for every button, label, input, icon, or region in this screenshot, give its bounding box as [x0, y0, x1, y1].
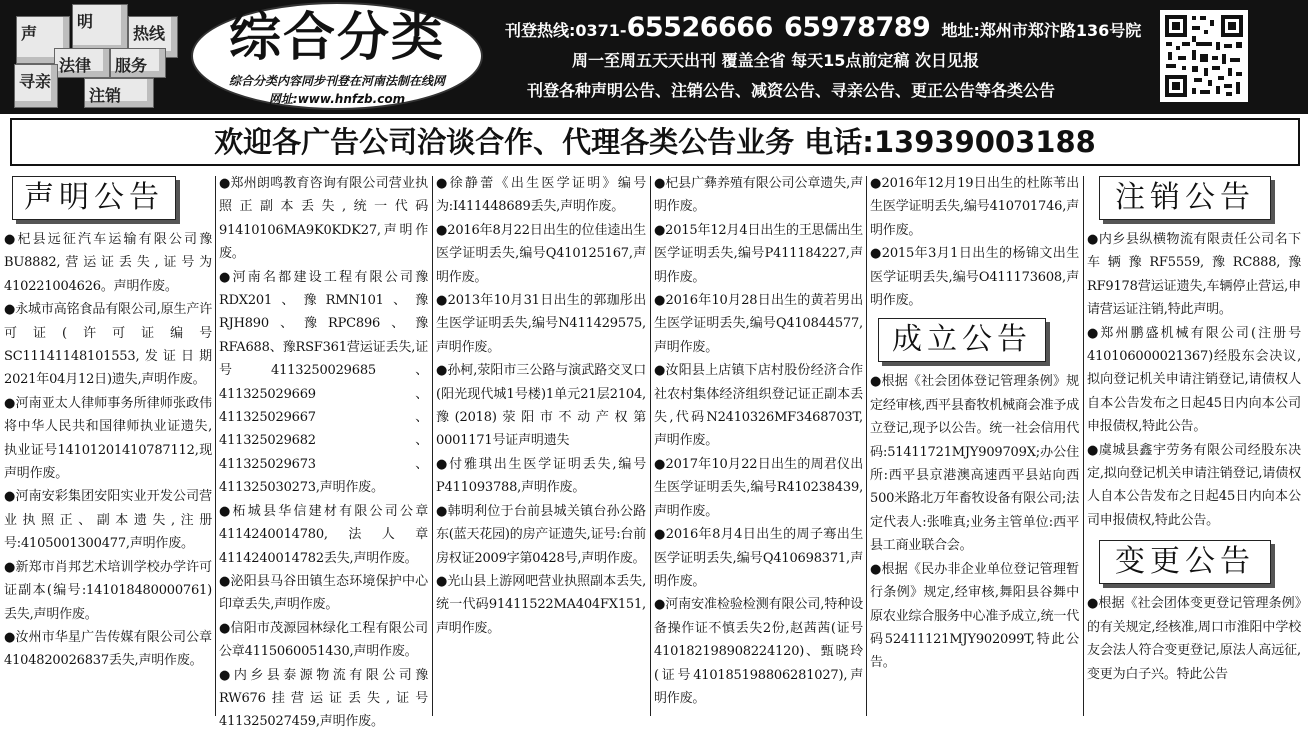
notice-item: ●孙柯,荥阳市三公路与演武路交叉口(阳光现代城1号楼)1单元21层2104,豫(2018)荥阳市不动产权第0001171号证声明遗失	[436, 363, 646, 449]
notice-item: ●2017年10月22日出生的周君仪出生医学证明丢失,编号R410238439,声明作废。	[654, 456, 863, 519]
notice-item: ●新郑市肖邦艺术培训学校办学许可证副本(编号:141018480000761)丢失,声明作废。	[4, 559, 212, 622]
notice-item: ●根据《社会团体登记管理条例》规定经审核,西平县畜牧机械商会准予成立登记,现予以公告。统一社会信用代码:51411721MJY909709X;办公住所:西平县京港澳高速西平县站向西500米路北万年畜牧设备有限公司;法定代表人:张唯真;业务主管单位:西平县工商业联合会。	[870, 374, 1079, 554]
notice-item: ●2015年12月4日出生的王思儒出生医学证明丢失,编号P411184227,声明作废。	[654, 222, 863, 285]
cube-word: 法律	[59, 56, 92, 75]
notice-item: ●2013年10月31日出生的郭珈彤出生医学证明丢失,编号N411429575,声明作废。	[436, 293, 646, 355]
column-5	[870, 172, 1079, 716]
notice-item: ●永城市高铭食品有限公司,原生产许可证(许可证编号SC11141148101553,发证日期2021年04月12日)遗失,声明作废。	[4, 302, 212, 388]
notice-item: ●河南安彩集团安阳实业开发公司营业执照正、副本遗失,注册号:4105001300477,声明作废。	[4, 489, 212, 552]
section-heading-statement: 声明公告	[12, 176, 176, 220]
notice-item: ●河南安准检验检测有限公司,特种设备操作证不慎丢失2份,赵茜茜(证号410182198908224120)、甄晓玲(证号410185198806281027),声明作废。	[654, 597, 863, 706]
cube-word: 明	[77, 12, 94, 31]
notice-item: ●杞县远征汽车运输有限公司豫BU8882,营运证丢失,证号为410221004626。声明作废。	[4, 232, 212, 294]
notice-item: ●杞县广彝养殖有限公司公章遗失,声明作废。	[654, 176, 863, 215]
notice-item: ●2015年3月1日出生的杨锦文出生医学证明丢失,编号O411173608,声明作废。	[870, 246, 1079, 309]
notice-item: ●汝州市华星广告传媒有限公司公章4104820026837丢失,声明作废。	[4, 629, 212, 669]
column-2	[219, 172, 428, 730]
notice-item: ●信阳市茂源园林绿化工程有限公司公章4115060051430,声明作废。	[219, 620, 428, 660]
hotline-number-1: 65526666	[626, 12, 773, 43]
notice-item: ●根据《民办非企业单位登记管理暂行条例》规定,经审核,舞阳县谷舞中原农业综合服务中心准予成立,统一代码52411121MJY902099T,特此公告。	[870, 561, 1079, 671]
notice-item: ●根据《社会团体变更登记管理条例》的有关规定,经核准,周口市淮阳中学校友会法人符合变更登记,原法人高远征,变更为白子兴。特此公告	[1087, 596, 1301, 682]
brand-subtitle: 综合分类内容同步刊登在河南法制在线网	[228, 74, 445, 88]
hotline-line	[505, 10, 1141, 49]
cube-word: 声	[21, 24, 38, 43]
notice-item: ●2016年8月4日出生的周子骞出生医学证明丢失,编号Q410698371,声明作废。	[654, 527, 863, 589]
notice-item: ●郑州朗鸣教育咨询有限公司营业执照正副本丢失,统一代码91410106MA9K0KDK27,声明作废。	[219, 176, 428, 262]
qr-code-graphic	[1162, 12, 1246, 100]
classified-content	[0, 172, 1308, 730]
column-1	[4, 172, 212, 716]
notice-item: ●虞城县鑫宇劳务有限公司经股东决定,拟向登记机关申请注销登记,请债权人自本公告发布之日起45日内向本公司申报债权,特此公告。	[1087, 442, 1301, 528]
notice-item: ●郑州鹏盛机械有限公司(注册号410106000021367)经股东会决议,拟向登记机关申请注销登记,请债权人自本公告发布之日起45日内向本公司申报债权,特此公告。	[1087, 325, 1301, 435]
service-cubes-logo	[14, 2, 190, 110]
qr-code-icon	[1160, 10, 1248, 102]
column-6	[1087, 172, 1301, 716]
cube-word: 寻亲	[19, 72, 52, 91]
notice-item: ●光山县上游网吧营业执照副本丢失,统一代码91411522MA404FX151,声明作废。	[436, 573, 646, 636]
notice-item: ●徐静蕾《出生医学证明》编号为:I411448689丢失,声明作废。	[436, 176, 646, 215]
notice-item: ●柘城县华信建材有限公司公章4114240014780,法人章4114240014782丢失,声明作废。	[219, 503, 428, 566]
notice-item: ●付雅琪出生医学证明丢失,编号P411093788,声明作废。	[436, 456, 646, 496]
cube-word: 服务	[115, 56, 148, 75]
cube-word: 注销	[89, 86, 122, 105]
notice-item: ●河南亚太人律师事务所律师张政伟将中华人民共和国律师执业证遗失,执业证号14101201410787112,现声明作废。	[4, 395, 212, 482]
brand-oval	[191, 2, 483, 110]
brand-title: 综合分类	[228, 7, 445, 68]
address: 地址:郑州市郑汴路136号院	[941, 21, 1142, 40]
notice-item: ●河南名都建设工程有限公司豫RDX201、豫RMN101、豫RJH890、豫RPC896、豫RFA688、豫RSF361营运证丢失,证号4113250029685、411325029669、411325029667、411325029682、411325029673、411325030273,声明作废。	[219, 269, 428, 496]
newspaper-header	[0, 0, 1308, 114]
notice-item: ●2016年10月28日出生的黄若男出生医学证明丢失,编号Q410844577,声明作废。	[654, 293, 863, 355]
cube-word: 热线	[133, 24, 166, 43]
notice-item: ●汝阳县上店镇下店村股份经济合作社农村集体经济组织登记证正副本丢失,代码N2410326MF3468703T,声明作废。	[654, 363, 863, 449]
brand-website: 网址:www.hnfzb.com	[268, 92, 406, 106]
section-heading-establishment: 成立公告	[878, 318, 1046, 362]
services-line: 刊登各种声明公告、注销公告、减资公告、寻亲公告、更正公告等各类公告	[527, 81, 1056, 100]
column-3	[436, 172, 646, 716]
notice-item: ●2016年12月19日出生的杜陈苇出生医学证明丢失,编号410701746,声明作废。	[870, 176, 1079, 238]
notice-item: ●内乡县泰源物流有限公司豫RW676挂营运证丢失,证号411325027459,声明作废。	[219, 667, 428, 730]
notice-item: ●内乡县纵横物流有限责任公司名下车辆豫RF5559,豫RC888,豫RF9178营运证遗失,车辆停止营运,申请营运证注销,特此声明。	[1087, 232, 1301, 318]
section-heading-cancellation: 注销公告	[1099, 176, 1271, 220]
schedule-line: 周一至周五天天出刊 覆盖全省 每天15点前定稿 次日见报	[572, 51, 979, 70]
notice-item: ●泌阳县马谷田镇生态环境保护中心印章丢失,声明作废。	[219, 573, 428, 613]
column-4	[654, 172, 863, 716]
cooperation-banner: 欢迎各广告公司洽谈合作、代理各类公告业务 电话:13939003188	[10, 118, 1300, 166]
notice-item: ●2016年8月22日出生的位佳逵出生医学证明丢失,编号Q410125167,声明作废。	[436, 222, 646, 285]
hotline-number-2: 65978789	[784, 12, 931, 43]
hotline-label: 刊登热线:0371-	[505, 21, 627, 40]
notice-item: ●韩明利位于台前县城关镇台孙公路东(蓝天花园)的房产证遗失,证号:台前房权证2009字第0428号,声明作废。	[436, 503, 646, 566]
section-heading-change: 变更公告	[1099, 540, 1271, 584]
